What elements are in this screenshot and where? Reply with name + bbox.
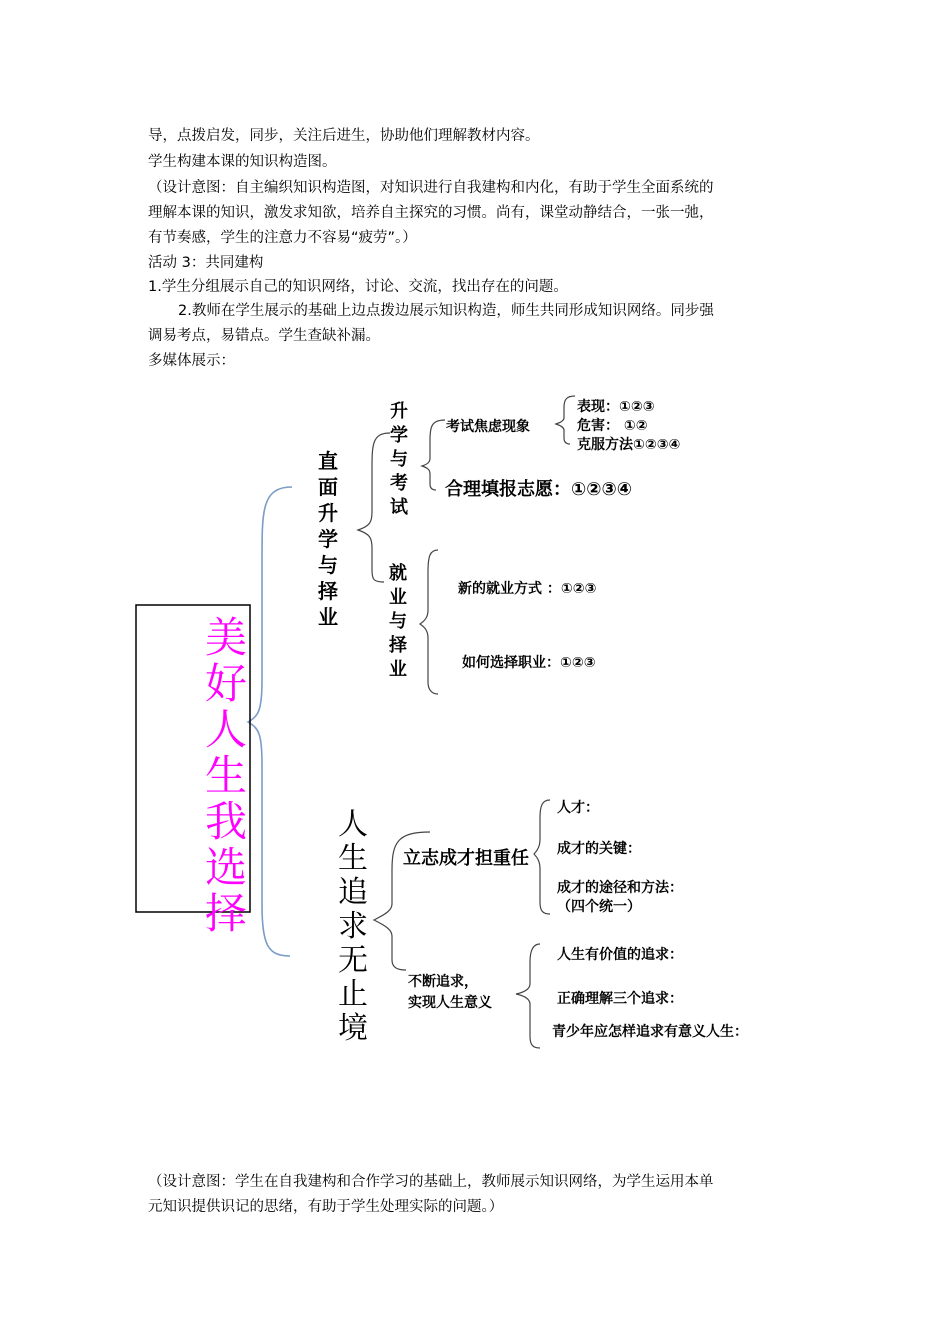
- paragraph-2: 学生构建本课的知识构造图。: [148, 154, 337, 170]
- paragraph-9: 调易考点，易错点。学生查缺补漏。: [148, 328, 380, 344]
- root-title: [196, 615, 256, 937]
- paragraph-10: 多媒体展示：: [148, 353, 235, 369]
- root-title-char: 好: [204, 659, 247, 708]
- fill-application-label: 合理填报志愿：①②③④: [445, 479, 632, 500]
- leaf-key: 成才的关键：: [557, 841, 641, 857]
- b1-sub2-char: 业: [389, 659, 407, 680]
- leaf-three: 正确理解三个追求：: [557, 991, 683, 1007]
- branch2-char: 无: [338, 943, 368, 978]
- branch1-char: 与: [318, 553, 338, 577]
- b1-sub1-label: [385, 400, 413, 520]
- root-title-char: 美: [204, 613, 247, 662]
- branch2-label: [333, 808, 373, 1046]
- branch1-char: 择: [318, 579, 338, 603]
- paragraph-8: 2.教师在学生展示的基础上边点拨边展示知识构造，师生共同形成知识网络。同步强: [178, 303, 714, 319]
- leaf-way: 成才的途径和方法：: [557, 880, 683, 896]
- b1-sub1-char: 升: [390, 401, 408, 422]
- root-title-char: 生: [204, 751, 247, 800]
- footer-paragraph-2: 元知识提供识记的思绪，有助于学生处理实际的问题。）: [148, 1199, 504, 1215]
- branch1-char: 面: [318, 475, 338, 499]
- paragraph-1: 导，点拨启发，同步，关注后进生，协助他们理解教材内容。: [148, 128, 540, 144]
- paragraph-5: 有节奏感，学生的注意力不容易“疲劳”。）: [148, 230, 417, 246]
- pursuit-line1: 不断追求，: [408, 974, 478, 990]
- root-title-char: 选: [204, 843, 247, 892]
- b1-sub1-char: 试: [390, 497, 408, 518]
- branch1-char: 业: [318, 605, 338, 629]
- b1-sub1-char: 学: [390, 425, 408, 446]
- branch1-label: [313, 448, 343, 630]
- leaf-talent: 人才：: [557, 800, 599, 816]
- paragraph-7: 1.学生分组展示自己的知识网络，讨论、交流，找出存在的问题。: [148, 279, 568, 295]
- branch2-char: 求: [338, 909, 368, 944]
- leaf-youth: 青少年应怎样追求有意义人生：: [552, 1024, 748, 1040]
- b1-sub2-char: 就: [389, 563, 407, 584]
- b1-sub1-char: 与: [390, 449, 408, 470]
- leaf-overcome: 克服方法①②③④: [577, 437, 681, 453]
- b1-sub2-char: 与: [389, 611, 407, 632]
- root-title-char: 择: [204, 889, 247, 938]
- branch1-char: 升: [318, 501, 338, 525]
- b1-sub1-char: 考: [390, 473, 408, 494]
- branch2-char: 人: [338, 807, 368, 842]
- paragraph-6: 活动 3：共同建构: [148, 255, 264, 271]
- pursuit-line2: 实现人生意义: [408, 995, 492, 1011]
- branch2-char: 追: [338, 875, 368, 910]
- b1-sub2-char: 业: [389, 587, 407, 608]
- root-title-char: 人: [204, 705, 247, 754]
- footer-paragraph-1: （设计意图：学生在自我建构和合作学习的基础上，教师展示知识网络，为学生运用本单: [148, 1174, 714, 1190]
- paragraph-4: 理解本课的知识，激发求知欲，培养自主探究的习惯。尚有，课堂动静结合，一张一弛，: [148, 205, 714, 221]
- branch1-char: 学: [318, 527, 338, 551]
- branch2-char: 境: [338, 1011, 368, 1046]
- paragraph-3: （设计意图：自主编织知识构造图，对知识进行自我建构和内化，有助于学生全面系统的: [148, 180, 714, 196]
- new-employment-label: 新的就业方式 ：①②③: [458, 581, 597, 597]
- choose-career-label: 如何选择职业：①②③: [462, 655, 596, 671]
- root-title-char: 我: [204, 797, 247, 846]
- exam-anxiety-label: 考试焦虑现象: [446, 419, 530, 435]
- leaf-valuable: 人生有价值的追求：: [557, 947, 683, 963]
- branch2-char: 生: [338, 841, 368, 876]
- leaf-four: （四个统一）: [557, 899, 641, 915]
- b1-sub2-label: [384, 562, 412, 682]
- b1-sub2-char: 择: [389, 635, 407, 656]
- aspire-talent-label: 立志成才担重任: [403, 848, 529, 869]
- branch2-char: 止: [338, 977, 368, 1012]
- leaf-harm: 危害： ①②: [577, 418, 648, 434]
- branch1-char: 直: [318, 449, 338, 473]
- leaf-symptom: 表现：①②③: [577, 399, 655, 415]
